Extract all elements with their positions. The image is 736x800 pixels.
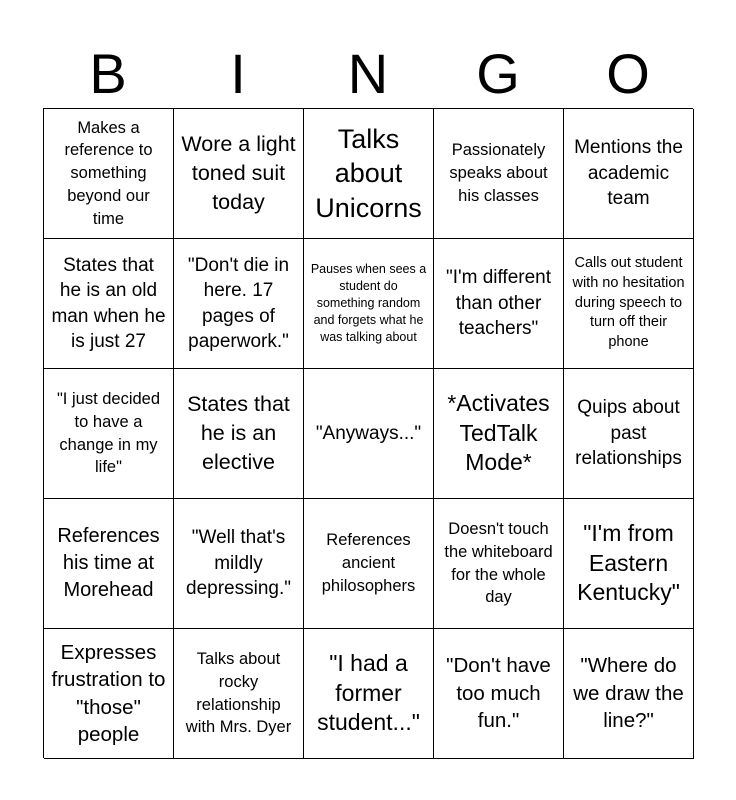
- header-letter-o: O: [606, 42, 650, 105]
- cell-text: Wore a light toned suit today: [181, 131, 296, 215]
- cell-text: "I just decided to have a change in my life": [56, 389, 161, 477]
- bingo-cell-r1-c4[interactable]: [434, 109, 564, 239]
- bingo-cell-r2-c4[interactable]: [434, 239, 564, 369]
- cell-text: References ancient philosophers: [321, 531, 416, 595]
- header-letter-b: B: [89, 42, 127, 105]
- bingo-cell-r3-c2[interactable]: [174, 369, 304, 499]
- bingo-cell-r3-c5[interactable]: [564, 369, 694, 499]
- bingo-cell-r1-c2[interactable]: [174, 109, 304, 239]
- cell-text: *Activates TedTalk Mode*: [447, 389, 550, 476]
- cell-text: Pauses when sees a student do something random and forgets what he was talking about: [310, 262, 427, 344]
- header-letter-g: G: [476, 42, 520, 105]
- bingo-cell-r2-c5[interactable]: [564, 239, 694, 369]
- bingo-cell-r3-c3[interactable]: [304, 369, 434, 499]
- bingo-cell-r2-c2[interactable]: [174, 239, 304, 369]
- cell-text: "I'm different than other teachers": [445, 267, 552, 340]
- cell-text: Quips about past relationships: [575, 397, 682, 470]
- bingo-cell-r5-c3[interactable]: [304, 629, 434, 759]
- header-letter-i: I: [230, 42, 246, 105]
- cell-text: References his time at Morehead: [57, 525, 160, 601]
- bingo-cell-r3-c4[interactable]: [434, 369, 564, 499]
- cell-text: Makes a reference to something beyond our time: [64, 118, 153, 228]
- cell-text: Mentions the academic team: [574, 137, 683, 210]
- header-letter-n: N: [347, 42, 389, 105]
- cell-text: Talks about Unicorns: [315, 123, 422, 223]
- bingo-cell-r4-c5[interactable]: [564, 499, 694, 629]
- cell-text: "Where do we draw the line?": [573, 654, 684, 733]
- bingo-cell-r5-c1[interactable]: [44, 629, 174, 759]
- bingo-cell-r5-c5[interactable]: [564, 629, 694, 759]
- bingo-cell-r1-c1[interactable]: [44, 109, 174, 239]
- cell-text: "Anyways...": [315, 422, 422, 444]
- cell-text: Talks about rocky relationship with Mrs. Dyer: [185, 649, 292, 737]
- cell-text: "Don't die in here. 17 pages of paperwork.": [187, 254, 290, 352]
- bingo-cell-r4-c4[interactable]: [434, 499, 564, 629]
- bingo-cell-r2-c1[interactable]: [44, 239, 174, 369]
- bingo-cell-r5-c2[interactable]: [174, 629, 304, 759]
- cell-text: "I had a former student...": [317, 649, 420, 736]
- cell-text: States that he is an elective: [187, 391, 290, 475]
- cell-text: Calls out student with no hesitation during speech to turn off their phone: [572, 255, 685, 351]
- bingo-cell-r4-c2[interactable]: [174, 499, 304, 629]
- cell-text: States that he is an old man when he is just 27: [51, 254, 166, 352]
- bingo-cell-r5-c4[interactable]: [434, 629, 564, 759]
- cell-text: Passionately speaks about his classes: [449, 141, 548, 205]
- cell-text: Doesn't touch the whiteboard for the whole day: [444, 519, 553, 607]
- bingo-grid: [43, 108, 693, 758]
- bingo-cell-r4-c1[interactable]: [44, 499, 174, 629]
- cell-text: Expresses frustration to "those" people: [51, 640, 166, 746]
- bingo-header: [43, 40, 693, 108]
- bingo-cell-r4-c3[interactable]: [304, 499, 434, 629]
- bingo-cell-r1-c5[interactable]: [564, 109, 694, 239]
- bingo-cell-r2-c3[interactable]: [304, 239, 434, 369]
- cell-text: "Don't have too much fun.": [446, 654, 551, 733]
- bingo-cell-r3-c1[interactable]: [44, 369, 174, 499]
- cell-text: "Well that's mildly depressing.": [186, 527, 291, 600]
- bingo-cell-r1-c3[interactable]: [304, 109, 434, 239]
- cell-text: "I'm from Eastern Kentucky": [577, 519, 680, 606]
